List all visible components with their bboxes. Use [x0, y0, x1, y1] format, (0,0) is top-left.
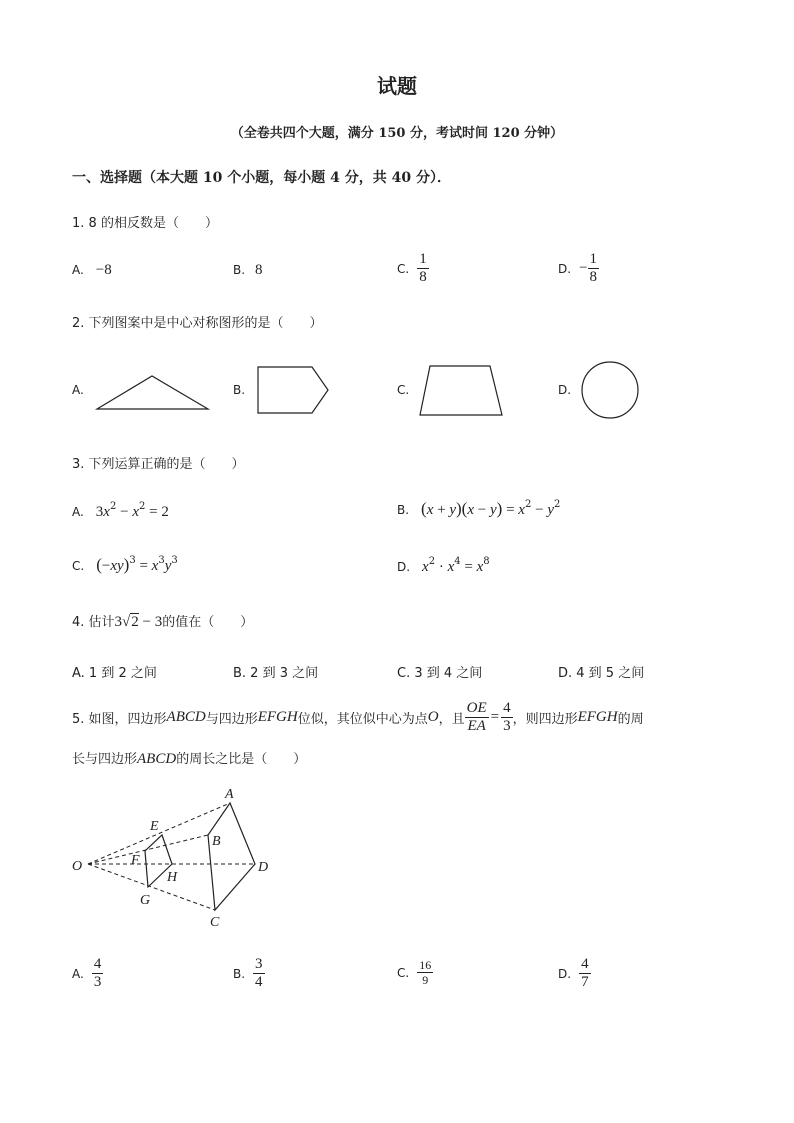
- numerator: 3: [255, 956, 263, 972]
- q4-option-d[interactable]: D. 4 到 5 之间: [558, 666, 645, 681]
- page-title: 试题: [377, 74, 417, 98]
- ray-oc: [88, 864, 215, 910]
- numerator: OE: [466, 700, 487, 716]
- q5-option-c[interactable]: [397, 958, 433, 987]
- homothety-figure: [65, 780, 285, 930]
- fraction: [579, 956, 591, 991]
- label-b: B: [212, 834, 221, 849]
- denominator: 8: [419, 269, 427, 285]
- numerator: 16: [419, 958, 432, 972]
- numerator: 1: [589, 251, 598, 267]
- label-o: O: [72, 859, 83, 874]
- q3-option-c[interactable]: [72, 555, 178, 575]
- ray-ob: [88, 835, 208, 864]
- math-var: ABCD: [166, 709, 206, 725]
- label-h: H: [167, 870, 178, 885]
- fraction: [417, 958, 433, 987]
- q5-option-d[interactable]: [558, 956, 591, 991]
- option-label: A.: [72, 263, 84, 277]
- value-fraction: [501, 700, 513, 735]
- option-label: D.: [558, 261, 572, 276]
- q2-option-a[interactable]: A.: [72, 383, 84, 397]
- question-1-stem: 1. 8 的相反数是（ ）: [72, 216, 218, 231]
- denominator: 3: [503, 718, 511, 734]
- label-f: F: [131, 853, 140, 868]
- option-value: 8: [255, 262, 263, 278]
- option-label: B.: [233, 966, 246, 981]
- q1-option-c[interactable]: [397, 251, 429, 286]
- option-label: A.: [72, 966, 84, 981]
- question-2-stem: 2. 下列图案中是中心对称图形的是（ ）: [72, 316, 323, 331]
- q2-figures: [90, 360, 650, 425]
- denominator: 4: [255, 974, 263, 990]
- stem-text: 5. 如图，四边形: [72, 712, 167, 727]
- trapezoid-shape: [420, 366, 502, 415]
- stem-text: 位似，其位似中心为点: [297, 712, 428, 727]
- option-value: −8: [95, 262, 112, 278]
- label-g: G: [140, 893, 151, 908]
- minus-sign: −: [579, 260, 588, 276]
- q2-option-c[interactable]: C.: [397, 383, 410, 397]
- ratio-fraction: [465, 700, 489, 735]
- q1-option-d[interactable]: [558, 251, 599, 286]
- q1-option-b[interactable]: [233, 262, 263, 279]
- numerator: 4: [503, 700, 511, 716]
- numerator: 4: [581, 956, 589, 972]
- quadrilateral-abcd: [208, 803, 255, 910]
- stem-text: ，则四边形: [512, 712, 578, 727]
- q2-option-b[interactable]: B.: [233, 383, 246, 397]
- question-3-stem: 3. 下列运算正确的是（ ）: [72, 457, 245, 472]
- stem-text: ，且: [438, 712, 465, 727]
- formula: $x^2 \cdot x^4 = x^8$: [422, 556, 490, 575]
- q5-option-b[interactable]: [233, 956, 265, 991]
- q4-option-c[interactable]: C. 3 到 4 之间: [397, 666, 483, 681]
- q3-option-d[interactable]: [397, 556, 490, 576]
- math-var: O: [427, 709, 439, 725]
- denominator: 7: [581, 974, 589, 990]
- formula: $(x + y)(x - y) = x^2 - y^2$: [421, 499, 561, 518]
- stem-text: 的值在（ ）: [162, 615, 254, 630]
- question-5-stem-line1: [72, 700, 644, 735]
- q2-option-d[interactable]: D.: [558, 383, 572, 397]
- question-4-stem: [72, 611, 253, 631]
- denominator: 8: [589, 269, 598, 285]
- option-label: C.: [397, 261, 410, 276]
- math-var: ABCD: [137, 751, 177, 767]
- formula: 3√2 − 3: [114, 614, 163, 630]
- stem-text: 4. 估计: [72, 615, 115, 630]
- option-label: D.: [397, 560, 411, 574]
- q3-option-b[interactable]: [397, 499, 560, 519]
- label-a: A: [225, 787, 234, 802]
- option-label: C.: [72, 559, 85, 573]
- formula: $3x^2 - x^2 = 2$: [95, 501, 169, 520]
- fraction: [253, 956, 265, 991]
- numerator: 4: [93, 956, 102, 972]
- q4-option-b[interactable]: B. 2 到 3 之间: [233, 666, 319, 681]
- option-label: D.: [558, 966, 572, 981]
- pentagon-shape: [258, 367, 328, 413]
- label-d: D: [258, 860, 269, 875]
- option-label: A.: [72, 505, 84, 519]
- stem-text: 长与四边形: [72, 752, 138, 767]
- math-var: EFGH: [577, 709, 618, 725]
- label-e: E: [150, 819, 159, 834]
- stem-text: 与四边形: [205, 712, 258, 727]
- fraction: [588, 251, 600, 286]
- stem-text: 的周: [617, 712, 644, 727]
- dashed-rays: [88, 803, 255, 910]
- numerator: 1: [419, 251, 427, 267]
- equals-sign: =: [490, 709, 500, 725]
- q3-option-a[interactable]: [72, 501, 169, 521]
- q4-option-a[interactable]: A. 1 到 2 之间: [72, 666, 157, 681]
- triangle-shape: [97, 376, 208, 409]
- option-label: C.: [397, 965, 410, 980]
- section-heading: 一、选择题（本大题 10 个小题，每小题 4 分，共 40 分）．: [72, 170, 451, 186]
- stem-text: 的周长之比是（ ）: [176, 752, 307, 767]
- q5-option-a[interactable]: [72, 956, 103, 991]
- denominator: 3: [93, 974, 102, 990]
- denominator: EA: [467, 718, 486, 734]
- option-label: B.: [397, 503, 410, 517]
- fraction: [417, 251, 429, 286]
- exam-info: （全卷共四个大题，满分 150 分，考试时间 120 分钟）: [230, 126, 564, 141]
- fraction: [92, 956, 104, 991]
- formula: $(-xy)^3 = x^3y^3$: [96, 555, 178, 574]
- denominator: 9: [422, 973, 429, 987]
- circle-shape: [582, 362, 638, 418]
- question-5-stem-line2: [72, 748, 306, 768]
- option-label: B.: [233, 263, 246, 277]
- math-var: EFGH: [257, 709, 298, 725]
- label-c: C: [210, 915, 220, 930]
- q1-option-a[interactable]: [72, 262, 112, 279]
